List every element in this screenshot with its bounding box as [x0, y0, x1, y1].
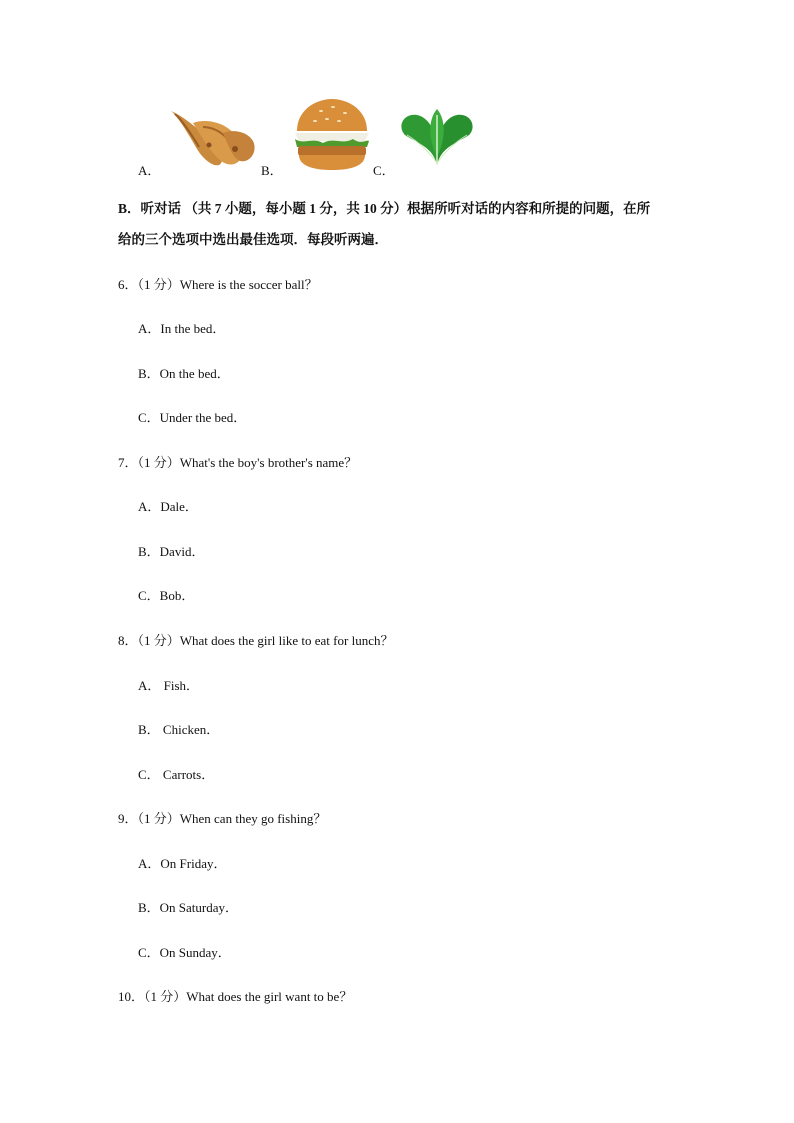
- chicken-wings-icon: [163, 105, 258, 171]
- answer-option: A．On Friday．: [138, 856, 227, 871]
- answer-option: A．Dale．: [138, 499, 198, 514]
- section-b-instruction-line1: B．听对话 （共 7 小题，每小题 1 分，共 10 分）根据所听对话的内容和所提的问题，在所: [118, 201, 651, 216]
- question-stem: 10．（1 分）What does the girl want to be？: [118, 989, 353, 1004]
- question-stem: 6．（1 分）Where is the soccer ball？: [118, 277, 318, 292]
- answer-option: B．On Saturday．: [138, 900, 239, 915]
- image-option-a-label: A．: [138, 163, 161, 178]
- image-option-c-label: C．: [373, 163, 395, 178]
- answer-option: C．Under the bed．: [138, 410, 247, 425]
- hamburger-icon: [293, 97, 371, 172]
- green-vegetable-icon: [397, 107, 477, 167]
- section-b-instruction-line2: 给的三个选项中选出最佳选项．每段听两遍．: [118, 232, 388, 247]
- answer-option: C．Bob．: [138, 588, 195, 603]
- question-stem: 7．（1 分）What's the boy's brother's name？: [118, 455, 358, 470]
- answer-option: C． Carrots．: [138, 767, 215, 782]
- question-stem: 9．（1 分）When can they go fishing？: [118, 811, 327, 826]
- answer-option: B． Chicken．: [138, 722, 220, 737]
- answer-option: B．On the bed．: [138, 366, 230, 381]
- answer-option: C．On Sunday．: [138, 945, 231, 960]
- answer-option: B．David．: [138, 544, 205, 559]
- answer-option: A．In the bed．: [138, 321, 226, 336]
- answer-option: A． Fish．: [138, 678, 200, 693]
- question-stem: 8．（1 分）What does the girl like to eat for lunch？: [118, 633, 394, 648]
- image-option-b-label: B．: [261, 163, 283, 178]
